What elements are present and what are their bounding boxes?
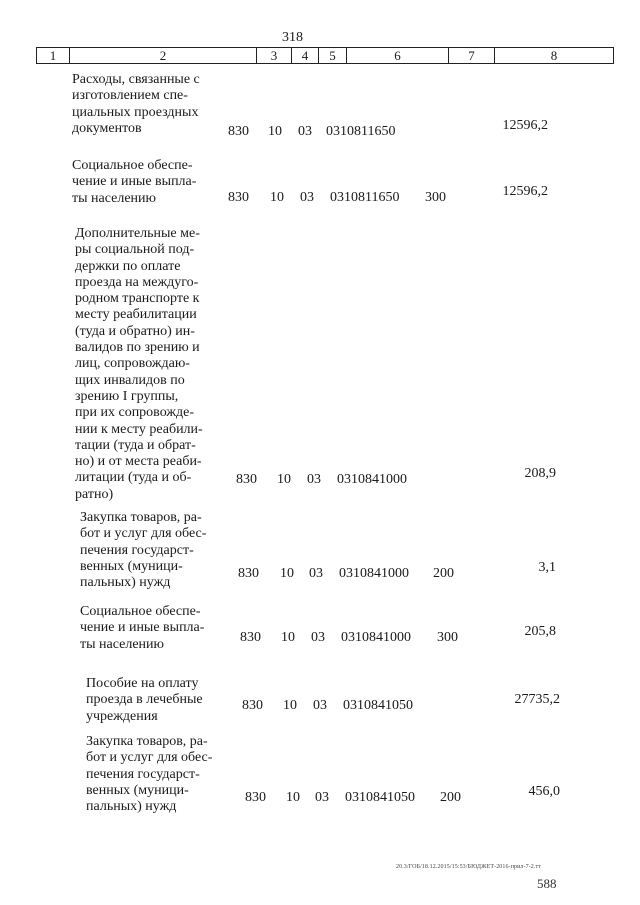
- column-header-7: 7: [449, 48, 495, 64]
- row-amount: 12596,2: [502, 184, 548, 199]
- row-type: 200: [440, 790, 461, 805]
- row-code: 830: [228, 190, 249, 205]
- row-name-line: тации (туда и обрат-: [75, 437, 196, 453]
- row-name-line: венных (муници-: [80, 558, 183, 574]
- row-name: [72, 158, 222, 207]
- row-target: 0310841000: [339, 566, 409, 581]
- row-amount: 27735,2: [514, 692, 560, 707]
- column-header-8: 8: [495, 48, 614, 64]
- row-subsection: 03: [298, 124, 312, 139]
- row-name-line: лиц, сопровождаю-: [75, 356, 190, 372]
- row-name-line: Социальное обеспе-: [80, 604, 201, 619]
- row-type: 200: [433, 566, 454, 581]
- row-name-line: чение и иные выпла-: [80, 620, 205, 636]
- row-target: 0310811650: [326, 124, 396, 139]
- row-name-line: Расходы, связанные с: [72, 72, 200, 87]
- row-name: [72, 72, 222, 137]
- row-name-line: пальных) нужд: [86, 799, 177, 815]
- row-name-line: но) и от места реаби-: [75, 454, 202, 470]
- row-subsection: 03: [315, 790, 329, 805]
- row-name-line: Пособие на оплату: [86, 676, 199, 691]
- row-name: [80, 604, 230, 653]
- page-number-bottom: 588: [537, 876, 557, 891]
- row-name-line: документов: [72, 120, 142, 136]
- row-type: 300: [425, 190, 446, 205]
- row-name-line: валидов по зрению и: [75, 340, 200, 356]
- row-name: [75, 226, 225, 503]
- row-section: 10: [270, 190, 284, 205]
- row-subsection: 03: [311, 630, 325, 645]
- row-name-line: чение и иные выпла-: [72, 174, 197, 190]
- row-subsection: 03: [300, 190, 314, 205]
- row-code: 830: [242, 698, 263, 713]
- row-name-line: Закупка товаров, ра-: [80, 510, 202, 525]
- row-subsection: 03: [307, 472, 321, 487]
- row-name-line: щих инвалидов по: [75, 372, 185, 388]
- row-name-line: Дополнительные ме-: [75, 226, 200, 241]
- row-name-line: печения государст-: [86, 766, 200, 782]
- row-name-line: при их сопровожде-: [75, 405, 195, 421]
- row-section: 10: [277, 472, 291, 487]
- row-amount: 208,9: [524, 466, 556, 481]
- row-code: 830: [245, 790, 266, 805]
- row-code: 830: [238, 566, 259, 581]
- row-section: 10: [280, 566, 294, 581]
- column-header-6: 6: [347, 48, 449, 64]
- row-name-line: пальных) нужд: [80, 575, 171, 591]
- row-name-line: ратно): [75, 486, 114, 502]
- row-target: 0310811650: [330, 190, 400, 205]
- row-name-line: циальных проездных: [72, 104, 199, 120]
- row-section: 10: [268, 124, 282, 139]
- row-section: 10: [286, 790, 300, 805]
- row-amount: 456,0: [528, 784, 560, 799]
- row-amount: 205,8: [524, 624, 556, 639]
- row-name-line: Социальное обеспе-: [72, 158, 193, 173]
- row-section: 10: [281, 630, 295, 645]
- row-name-line: ты населению: [80, 636, 164, 652]
- row-target: 0310841000: [341, 630, 411, 645]
- row-name-line: ты населению: [72, 190, 156, 206]
- row-amount: 3,1: [538, 560, 556, 575]
- row-amount: 12596,2: [502, 118, 548, 133]
- row-name-line: учреждения: [86, 708, 158, 724]
- row-name-line: проезда в лечебные: [86, 692, 203, 708]
- row-name-line: Закупка товаров, ра-: [86, 734, 208, 749]
- row-target: 0310841050: [343, 698, 413, 713]
- row-subsection: 03: [309, 566, 323, 581]
- column-header-4: 4: [292, 48, 319, 64]
- row-name-line: бот и услуг для обес-: [86, 750, 213, 766]
- row-code: 830: [228, 124, 249, 139]
- column-header-row: [36, 47, 614, 64]
- row-type: 300: [437, 630, 458, 645]
- row-code: 830: [240, 630, 261, 645]
- row-name-line: печения государст-: [80, 542, 194, 558]
- row-name-line: венных (муници-: [86, 782, 189, 798]
- row-name-line: нии к месту реабили-: [75, 421, 203, 437]
- row-name: [80, 510, 230, 591]
- column-header-3: 3: [257, 48, 292, 64]
- column-header-2: 2: [70, 48, 257, 64]
- row-section: 10: [283, 698, 297, 713]
- row-subsection: 03: [313, 698, 327, 713]
- row-name-line: литации (туда и об-: [75, 470, 192, 486]
- row-name-line: зрению I группы,: [75, 388, 179, 404]
- row-name-line: держки по оплате: [75, 258, 181, 274]
- row-name-line: (туда и обратно) ин-: [75, 323, 195, 339]
- row-name-line: проезда на междуго-: [75, 274, 199, 290]
- column-header-1: 1: [37, 48, 70, 64]
- row-name-line: ры социальной под-: [75, 242, 195, 258]
- row-target: 0310841000: [337, 472, 407, 487]
- column-header-5: 5: [319, 48, 347, 64]
- row-name-line: месту реабилитации: [75, 307, 197, 323]
- row-name: [86, 734, 236, 815]
- row-name: [86, 676, 236, 725]
- row-name-line: изготовлением спе-: [72, 88, 188, 104]
- page-number-top: 318: [282, 30, 303, 45]
- row-name-line: родном транспорте к: [75, 291, 200, 307]
- row-name-line: бот и услуг для обес-: [80, 526, 207, 542]
- row-code: 830: [236, 472, 257, 487]
- row-target: 0310841050: [345, 790, 415, 805]
- footer-stamp: 20.3/ГОБ/18.12.2015/15:53/БЮДЖЕТ-2016-прил-7-2.тт: [396, 864, 541, 870]
